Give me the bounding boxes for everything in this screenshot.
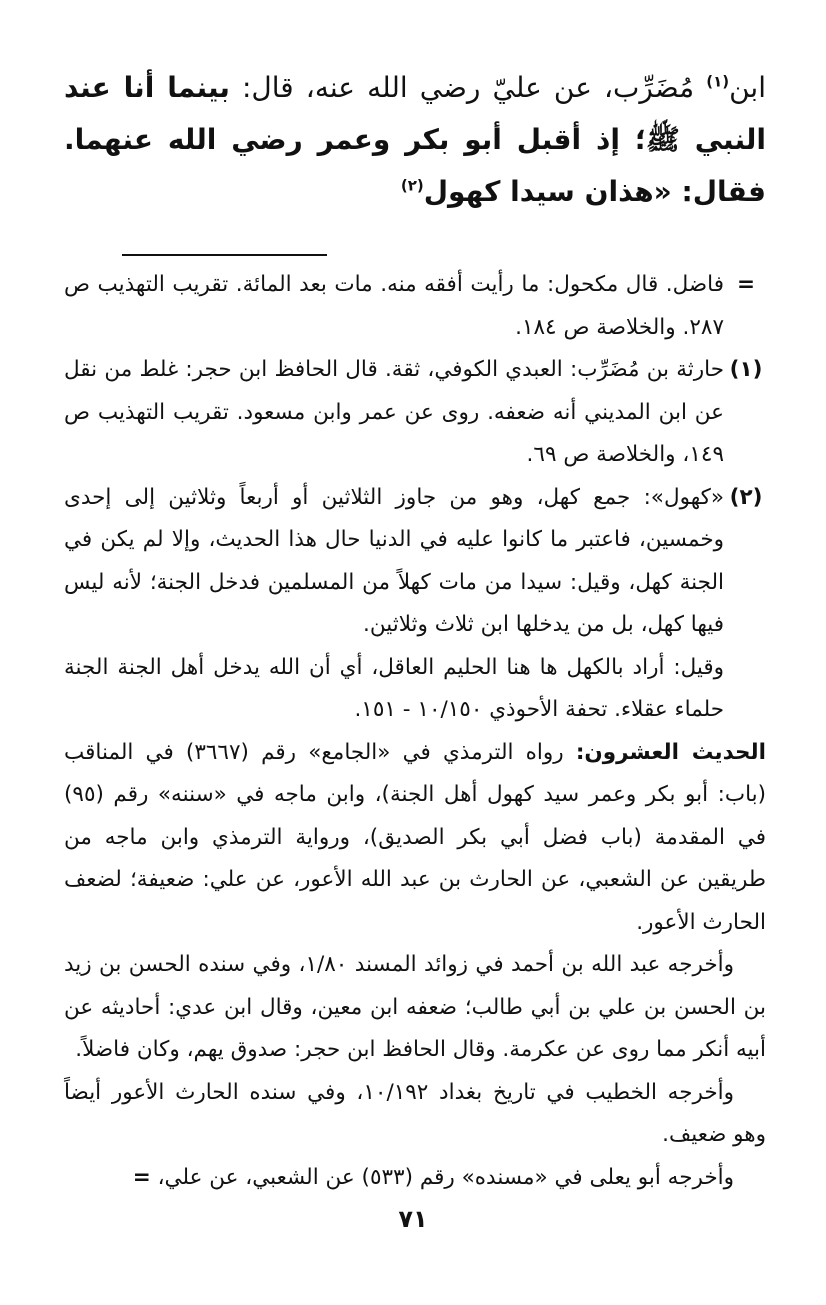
footnote-1-text: حارثة بن مُضَرِّب: العبدي الكوفي، ثقة. قال الحافظ ابن حجر: غلط من نقل عن ابن المديني أنه ضعفه. روى عن عمر وابن مسعود. تقريب التهذيب ص ١٤٩، والخلاصة ص ٦٩. (64, 357, 724, 467)
takhrij-text-2: وأخرجه عبد الله بن أحمد في زوائد المسند ١/٨٠، وفي سنده الحسن بن زيد بن الحسن بن علي بن أبي طالب؛ ضعفه ابن معين، وقال ابن عدي: أحاديثه عن أبيه أنكر مما روى عن عكرمة. وقال الحافظ ابن حجر: صدوق يهم، وكان فاضلاً. (64, 952, 766, 1062)
footnote-separator (122, 254, 327, 256)
footnotes (64, 264, 766, 1199)
footnote-2 (64, 477, 766, 647)
hadith-text (64, 62, 766, 218)
footnote-2-cont (64, 647, 766, 732)
hadith-matn-2: إذ أقبل أبو بكر وعمر رضي الله عنهما. فقال: «هذان سيدا كهول (64, 123, 766, 208)
footnote-1 (64, 349, 766, 477)
takhrij-paragraph-4 (64, 1157, 766, 1200)
footnote-continued (64, 264, 766, 349)
footnote-2-text: «كهول»: جمع كهل، وهو من جاوز الثلاثين أو أربعاً وثلاثين إلى إحدى وخمسين، فاعتبر ما كانوا عليه في الدنيا حال هذا الحديث، وإلا لم يكن في الجنة كهل، وقيل: سيدا من مات كهلاً من المسلمين فدخل الجنة؛ لأنه ليس فيها كهل، بل من يدخلها ابن ثلاث وثلاثين. (64, 484, 724, 637)
hadith-intro: ابن (729, 71, 766, 104)
footnote-1-marker: (١) (729, 357, 763, 382)
takhrij-text-3: وأخرجه الخطيب في تاريخ بغداد ١٠/١٩٢، وفي سنده الحارث الأعور أيضاً وهو ضعيف. (64, 1079, 766, 1147)
hadith-matn-1: بينما أنا عند النبي ﷺ؛ (64, 71, 766, 156)
page-number: ٧١ (398, 1205, 428, 1233)
takhrij-paragraph-1 (64, 732, 766, 945)
hadith-isnad: مُضَرِّب، عن عليّ رضي الله عنه، قال: (229, 71, 707, 104)
footnote-2-marker: (٢) (729, 484, 763, 510)
section-heading: الحديث العشرون: (575, 739, 766, 765)
takhrij-text-4: وأخرجه أبو يعلى في «مسنده» رقم (٥٣٣) عن الشعبي، عن علي، (157, 1164, 734, 1190)
footnote-ref-2: (٢) (400, 176, 424, 195)
takhrij-paragraph-3 (64, 1072, 766, 1157)
continuation-marker: = (736, 272, 755, 297)
takhrij-paragraph-2 (64, 944, 766, 1072)
continues-marker: = (132, 1164, 151, 1190)
footnote-continued-text: فاضل. قال مكحول: ما رأيت أفقه منه. مات بعد المائة. تقريب التهذيب ص ٢٨٧. والخلاصة ص ١٨٤. (64, 272, 724, 340)
footnote-ref-1: (١) (706, 72, 730, 91)
footnote-2-text-2: وقيل: أراد بالكهل ها هنا الحليم العاقل، أي أن الله يدخل أهل الجنة الجنة حلماء عقلاء. تحفة الأحوذي ١٠/١٥٠ - ١٥١. (64, 654, 724, 722)
takhrij-text-1: رواه الترمذي في «الجامع» رقم (٣٦٦٧) في المناقب (باب: أبو بكر وعمر سيد كهول أهل الجنة)، وابن ماجه في «سننه» رقم (٩٥) في المقدمة (باب فضل أبي بكر الصديق)، ورواية الترمذي وابن ماجه من طريقين عن الشعبي، عن الحارث بن عبد الله الأعور، عن علي: ضعيفة؛ لضعف الحارث الأعور. (64, 739, 766, 935)
